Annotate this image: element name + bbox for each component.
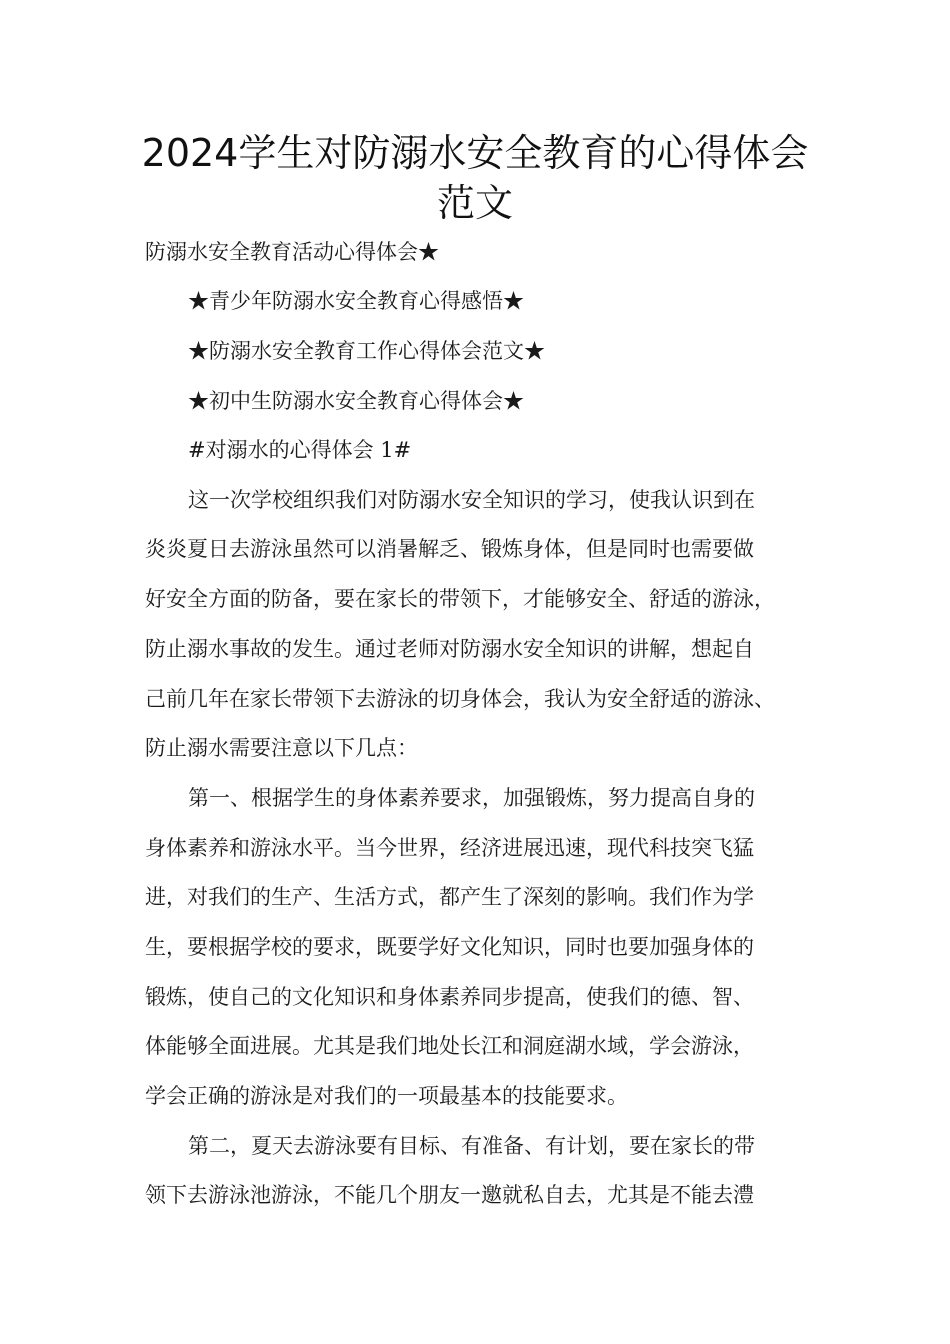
toc-heading: 防溺水安全教育活动心得体会★	[145, 240, 439, 264]
toc-item: ★青少年防溺水安全教育心得感悟★	[188, 289, 524, 313]
paragraph-line: 学会正确的游泳是对我们的一项最基本的技能要求。	[145, 1084, 628, 1108]
paragraph-line: 进，对我们的生产、生活方式，都产生了深刻的影响。我们作为学	[145, 885, 754, 909]
paragraph-line: 身体素养和游泳水平。当今世界，经济进展迅速，现代科技突飞猛	[145, 836, 754, 860]
paragraph-line: 第一、根据学生的身体素养要求，加强锻炼，努力提高自身的	[188, 786, 755, 810]
paragraph-line: 领下去游泳池游泳，不能几个朋友一邀就私自去，尤其是不能去澧	[145, 1183, 754, 1207]
document-title	[100, 128, 850, 228]
paragraph-line: 生，要根据学校的要求，既要学好文化知识，同时也要加强身体的	[145, 935, 754, 959]
paragraph-line: 锻炼，使自己的文化知识和身体素养同步提高，使我们的德、智、	[145, 985, 754, 1009]
paragraph-line: 防止溺水事故的发生。通过老师对防溺水安全知识的讲解，想起自	[145, 637, 754, 661]
paragraph-line: 防止溺水需要注意以下几点：	[145, 736, 418, 760]
paragraph-line: 炎炎夏日去游泳虽然可以消暑解乏、锻炼身体，但是同时也需要做	[145, 537, 754, 561]
paragraph-line: 第二，夏天去游泳要有目标、有准备、有计划，要在家长的带	[188, 1134, 755, 1158]
paragraph-line: 己前几年在家长带领下去游泳的切身体会，我认为安全舒适的游泳、	[145, 687, 775, 711]
section-heading: #对溺水的心得体会 1#	[188, 438, 412, 462]
toc-item: ★初中生防溺水安全教育心得体会★	[188, 389, 524, 413]
paragraph-line: 体能够全面进展。尤其是我们地处长江和洞庭湖水域，学会游泳，	[145, 1034, 754, 1058]
title-line-2: 范文	[436, 181, 513, 225]
paragraph-line: 好安全方面的防备，要在家长的带领下，才能够安全、舒适的游泳，	[145, 587, 775, 611]
title-line-1: 2024学生对防溺水安全教育的心得体会	[141, 131, 809, 175]
paragraph-line: 这一次学校组织我们对防溺水安全知识的学习，使我认识到在	[188, 488, 755, 512]
toc-item: ★防溺水安全教育工作心得体会范文★	[188, 339, 545, 363]
